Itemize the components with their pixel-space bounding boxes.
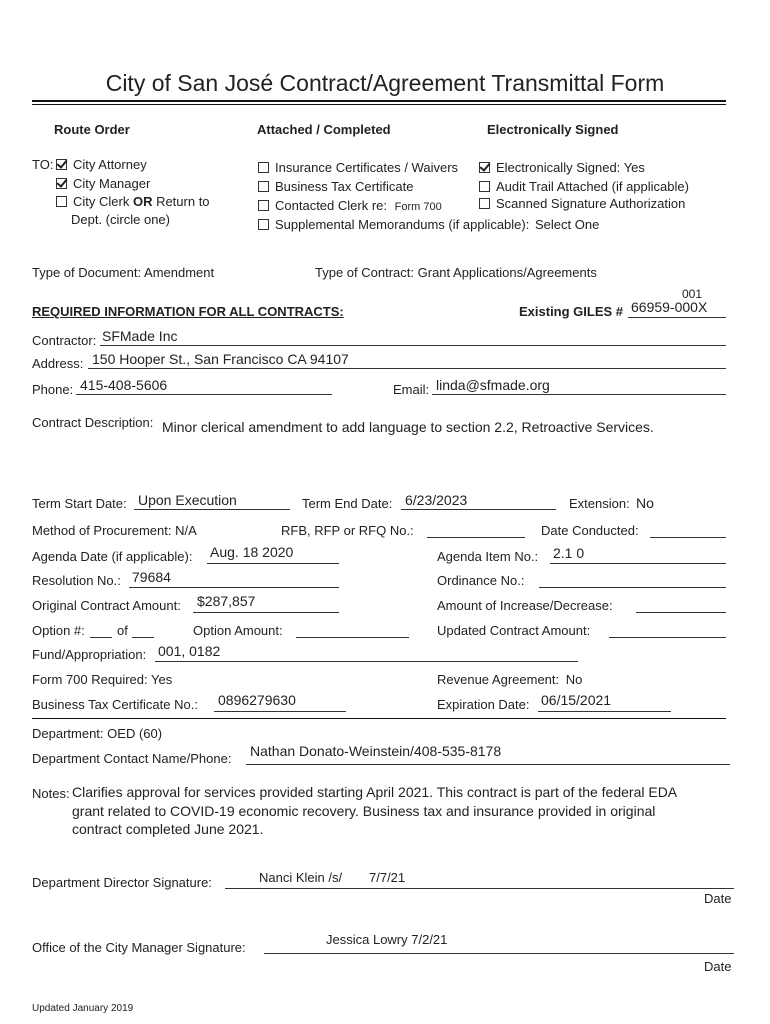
- address-line: [88, 368, 726, 369]
- agenda-item-label: Agenda Item No.:: [437, 549, 539, 564]
- contacted-clerk-checkbox[interactable]: [258, 200, 269, 211]
- phone-label: Phone:: [32, 382, 74, 397]
- audit-trail-checkbox[interactable]: [479, 181, 490, 192]
- address-value[interactable]: 150 Hooper St., San Francisco CA 94107: [92, 351, 349, 367]
- business-tax-checkbox[interactable]: [258, 181, 269, 192]
- form700: Form 700 Required: Yes: [32, 672, 173, 687]
- option-total-line[interactable]: [132, 637, 154, 638]
- term-end-value[interactable]: 6/23/2023: [405, 492, 468, 508]
- btc-label: Business Tax Certificate No.:: [32, 697, 198, 712]
- city-clerk-checkbox[interactable]: [56, 196, 67, 207]
- option-of: of: [117, 623, 128, 638]
- department-value[interactable]: OED (60): [107, 726, 163, 741]
- department: Department: OED (60): [32, 726, 163, 741]
- scanned-signature-checkbox[interactable]: [479, 198, 490, 209]
- giles-line: [628, 317, 726, 318]
- route-city-attorney[interactable]: City Attorney: [56, 157, 147, 172]
- contractor-line: [100, 345, 726, 346]
- date-conducted-label: Date Conducted:: [541, 523, 639, 538]
- phone-line: [76, 394, 332, 395]
- option-amount-label: Option Amount:: [193, 623, 283, 638]
- agenda-item-value[interactable]: 2.1 0: [553, 545, 585, 561]
- section-divider: [32, 718, 726, 719]
- term-end-label: Term End Date:: [302, 496, 393, 511]
- increase-label: Amount of Increase/Decrease:: [437, 598, 613, 613]
- route-clerk-line2: Dept. (circle one): [71, 212, 170, 227]
- page-title: City of San José Contract/Agreement Transmittal Form: [105, 70, 665, 96]
- to-label: TO:: [32, 157, 54, 172]
- electronic-signed-value[interactable]: Yes: [623, 160, 645, 175]
- attached-insurance[interactable]: Insurance Certificates / Waivers: [258, 160, 458, 175]
- rfb-line[interactable]: [427, 537, 525, 538]
- contact-label: Department Contact Name/Phone:: [32, 751, 232, 766]
- increase-line[interactable]: [636, 612, 726, 613]
- director-signature-line: [225, 888, 734, 889]
- fund-line: [155, 661, 578, 662]
- option-number-line[interactable]: [90, 637, 112, 638]
- notes-line-1[interactable]: Clarifies approval for services provided starting April 2021. This contract is part of the federal EDA: [72, 784, 678, 800]
- attached-heading: Attached / Completed: [257, 122, 391, 137]
- electronic-heading: Electronically Signed: [487, 122, 619, 137]
- option-label: Option #:: [32, 623, 85, 638]
- contact-value[interactable]: Nathan Donato-Weinstein/408-535-8178: [250, 743, 502, 759]
- director-date-label: Date: [704, 891, 732, 906]
- footer-updated: Updated January 2019: [32, 1003, 134, 1014]
- resolution-value[interactable]: 79684: [132, 569, 171, 585]
- original-amount-line: [193, 612, 339, 613]
- updated-amount-label: Updated Contract Amount:: [437, 623, 591, 638]
- phone-value[interactable]: 415-408-5606: [80, 377, 168, 393]
- contractor-value[interactable]: SFMade Inc: [102, 328, 178, 344]
- director-signature-value[interactable]: Nanci Klein /s/: [259, 870, 343, 885]
- contractor-label: Contractor:: [32, 333, 97, 348]
- term-start-label: Term Start Date:: [32, 496, 127, 511]
- updated-amount-line[interactable]: [609, 637, 726, 638]
- electronic-signed[interactable]: Electronically Signed: Yes: [479, 160, 645, 175]
- attached-contacted-clerk[interactable]: Contacted Clerk re: Form 700: [258, 198, 442, 213]
- manager-signature-value[interactable]: Jessica Lowry 7/2/21: [326, 932, 448, 947]
- email-value[interactable]: linda@sfmade.org: [436, 377, 550, 393]
- fund-value[interactable]: 001, 0182: [158, 643, 221, 659]
- description-value[interactable]: Minor clerical amendment to add language to section 2.2, Retroactive Services.: [162, 419, 654, 435]
- giles-value[interactable]: 66959-000X: [631, 299, 708, 315]
- notes-line-3[interactable]: contract completed June 2021.: [72, 821, 264, 837]
- attached-supplemental[interactable]: Supplemental Memorandums (if applicable): Select One: [258, 217, 599, 232]
- address-label: Address:: [32, 356, 84, 371]
- giles-label: Existing GILES #: [519, 304, 624, 319]
- electronic-scanned[interactable]: Scanned Signature Authorization: [479, 196, 685, 211]
- rfb-label: RFB, RFP or RFQ No.:: [281, 523, 414, 538]
- fund-label: Fund/Appropriation:: [32, 647, 147, 662]
- title-rule-thin: [32, 104, 726, 105]
- contacted-clerk-value[interactable]: Form 700: [394, 201, 442, 213]
- route-city-clerk[interactable]: City Clerk OR Return to: [56, 194, 210, 209]
- title-rule-thick: [32, 100, 726, 102]
- agenda-date-label: Agenda Date (if applicable):: [32, 549, 193, 564]
- extension-label: Extension:: [569, 496, 630, 511]
- date-conducted-line[interactable]: [650, 537, 726, 538]
- required-info-heading: REQUIRED INFORMATION FOR ALL CONTRACTS:: [32, 304, 344, 319]
- expiration-line: [538, 711, 671, 712]
- notes-label: Notes:: [32, 786, 70, 801]
- route-city-manager[interactable]: City Manager: [56, 176, 150, 191]
- electronic-signed-checkbox[interactable]: [479, 162, 490, 173]
- revenue: Revenue Agreement: No: [437, 672, 583, 687]
- electronic-audit[interactable]: Audit Trail Attached (if applicable): [479, 179, 689, 194]
- email-label: Email:: [393, 382, 430, 397]
- btc-value[interactable]: 0896279630: [218, 692, 296, 708]
- resolution-line: [129, 587, 339, 588]
- procurement: Method of Procurement: N/A: [32, 523, 197, 538]
- description-label: Contract Description:: [32, 415, 154, 430]
- route-order-heading: Route Order: [54, 122, 130, 137]
- agenda-date-value[interactable]: Aug. 18 2020: [210, 544, 294, 560]
- revenue-value[interactable]: No: [565, 672, 583, 687]
- city-manager-checkbox[interactable]: [56, 178, 67, 189]
- term-start-line: [134, 509, 290, 510]
- original-amount-value[interactable]: $287,857: [197, 593, 256, 609]
- notes-line-2[interactable]: grant related to COVID-19 economic recovery. Business tax and insurance provided in original: [72, 803, 656, 819]
- expiration-label: Expiration Date:: [437, 697, 530, 712]
- term-end-line: [401, 509, 556, 510]
- giles-sup: 001: [682, 287, 703, 301]
- supplemental-checkbox[interactable]: [258, 219, 269, 230]
- resolution-label: Resolution No.:: [32, 573, 121, 588]
- type-of-contract-value[interactable]: Grant Applications/Agreements: [417, 265, 597, 280]
- manager-date-label: Date: [704, 959, 732, 974]
- extension-value[interactable]: No: [636, 495, 654, 511]
- insurance-checkbox[interactable]: [258, 162, 269, 173]
- procurement-value[interactable]: N/A: [175, 523, 197, 538]
- ordinance-label: Ordinance No.:: [437, 573, 525, 588]
- manager-signature-label: Office of the City Manager Signature:: [32, 940, 246, 955]
- btc-line: [214, 711, 346, 712]
- term-start-value[interactable]: Upon Execution: [138, 492, 237, 508]
- ordinance-line[interactable]: [539, 587, 726, 588]
- attached-business-tax[interactable]: Business Tax Certificate: [258, 179, 414, 194]
- manager-signature-line: [264, 953, 734, 954]
- director-signature-date[interactable]: 7/7/21: [369, 870, 406, 885]
- expiration-value[interactable]: 06/15/2021: [541, 692, 612, 708]
- contact-line: [246, 764, 730, 765]
- email-line: [432, 394, 726, 395]
- agenda-date-line: [207, 563, 339, 564]
- type-of-document-value[interactable]: Amendment: [144, 265, 215, 280]
- form700-value[interactable]: Yes: [151, 672, 173, 687]
- agenda-item-line: [550, 563, 726, 564]
- option-amount-line[interactable]: [296, 637, 409, 638]
- original-amount-label: Original Contract Amount:: [32, 598, 181, 613]
- director-signature-label: Department Director Signature:: [32, 875, 212, 890]
- supplemental-select[interactable]: Select One: [534, 217, 600, 232]
- city-attorney-checkbox[interactable]: [56, 159, 67, 170]
- type-of-document: Type of Document: Amendment: [32, 265, 215, 280]
- type-of-contract: Type of Contract: Grant Applications/Agreements: [315, 265, 597, 280]
